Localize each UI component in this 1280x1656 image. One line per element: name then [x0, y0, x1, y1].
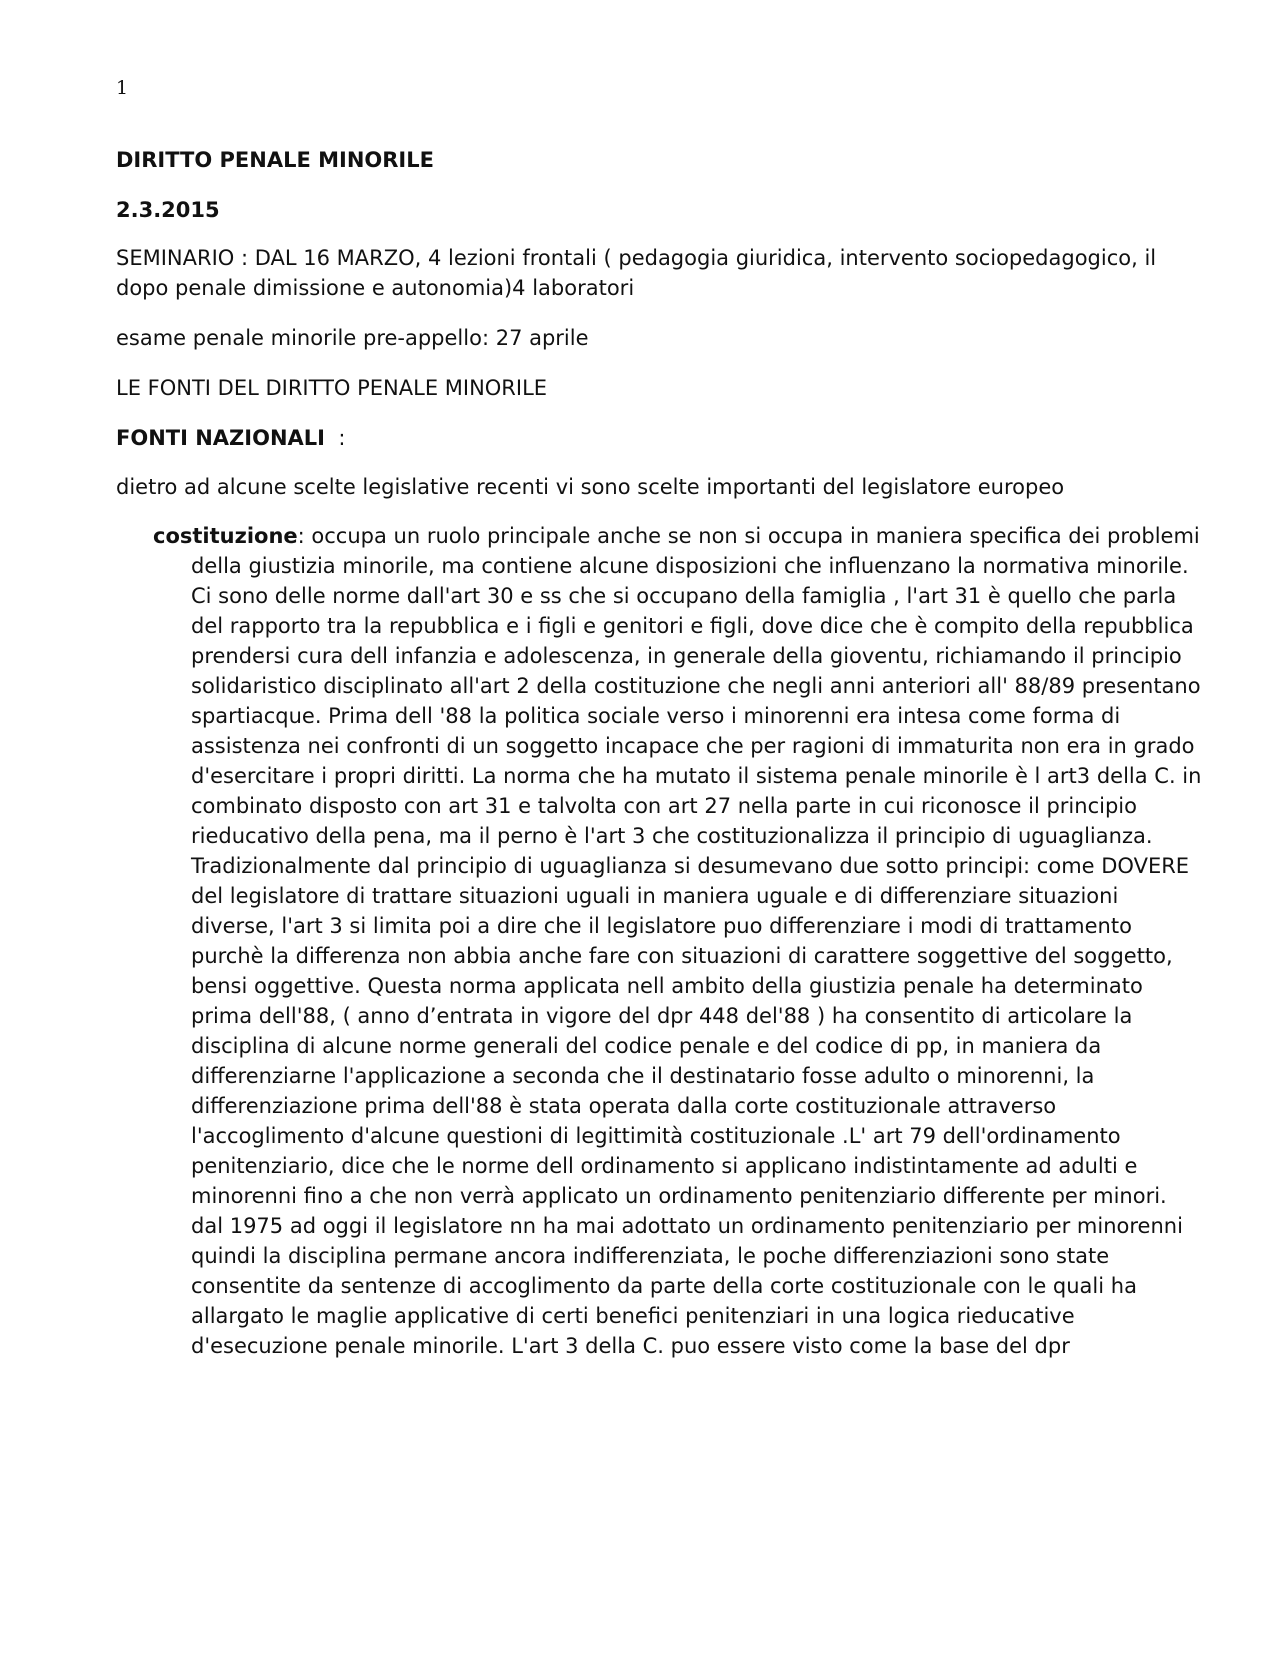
national-sources-heading: [116, 423, 1166, 453]
costituzione-term: costituzione: [153, 524, 298, 548]
seminar-paragraph: SEMINARIO : DAL 16 MARZO, 4 lezioni frontali ( pedagogia giuridica, intervento sociopedagogico, il dopo penale dimissione e autonomia)4 laboratori: [116, 246, 1157, 300]
document-title: DIRITTO PENALE MINORILE: [116, 148, 434, 172]
document-body: [116, 145, 1202, 1361]
national-sources-label: FONTI NAZIONALI: [116, 426, 325, 450]
document-date: 2.3.2015: [116, 198, 220, 222]
costituzione-text: : occupa un ruolo principale anche se non si occupa in maniera specifica dei problemi della giustizia minorile, ma contiene alcune disposizioni che influenzano la normativa minorile. Ci sono delle norme dall'art 30 e ss che si occupano della famiglia , l'art 31 è quello che parla del rapporto tra la repubblica e i figli e genitori e figli, dove dice che è compito della repubblica prendersi cura dell infanzia e adolescenza, in generale della gioventu, richiamando il principio solidaristico disciplinato all'art 2 della costituzione che negli anni anteriori all' 88/89 presentano spartiacque. Prima dell '88 la politica sociale verso i minorenni era intesa come forma di assistenza nei confronti di un soggetto incapace che per ragioni di immaturita non era in grado d'esercitare i propri diritti. La norma che ha mutato il sistema penale minorile è l art3 della C. in combinato disposto con art 31 e talvolta con art 27 nella parte in cui riconosce il principio rieducativo della pena, ma il perno è l'art 3 che costituzionalizza il principio di uguaglianza. Tradizionalmente dal principio di uguaglianza si desumevano due sotto principi: come DOVERE del legislatore di trattare situazioni uguali in maniera uguale e di differenziare situazioni diverse, l'art 3 si limita poi a dire che il legislatore puo differenziare i modi di trattamento purchè la differenza non abbia anche fare con situazioni di carattere soggettive del soggetto, bensi oggettive. Questa norma applicata nell ambito della giustizia penale ha determinato prima dell'88, ( anno d’entrata in vigore del dpr 448 del'88 ) ha consentito di articolare la disciplina di alcune norme generali del codice penale e del codice di pp, in maniera da differenziarne l'applicazione a seconda che il destinatario fosse adulto o minorenni, la differenziazione prima dell'88 è stata operata dalla corte costituzionale attraverso l'accoglimento d'alcune questioni di legittimità costituzionale .L' art 79 dell'ordinamento penitenziario, dice che le norme dell ordinamento si applicano indistintamente ad adulti e minorenni fino a che non verrà applicato un ordinamento penitenziario differente per minori. dal 1975 ad oggi il legislatore nn ha mai adottato un ordinamento penitenziario per minorenni quindi la disciplina permane ancora indifferenziata, le poche differenziazioni sono state consentite da sentenze di accoglimento da parte della corte costituzionale con le quali ha allargato le maglie applicative di certi benefici penitenziari in una logica rieducative d'esecuzione penale minorile. L'art 3 della C. puo essere visto come la base del dpr: [191, 524, 1202, 1358]
page-number: 1: [116, 77, 129, 99]
national-sources-colon: :: [324, 426, 346, 450]
costituzione-paragraph: [153, 521, 1204, 1361]
exam-paragraph: esame penale minorile pre-appello: 27 aprile: [116, 326, 589, 350]
intro-paragraph: dietro ad alcune scelte legislative recenti vi sono scelte importanti del legislatore europeo: [116, 475, 1065, 499]
sources-heading: LE FONTI DEL DIRITTO PENALE MINORILE: [116, 376, 548, 400]
